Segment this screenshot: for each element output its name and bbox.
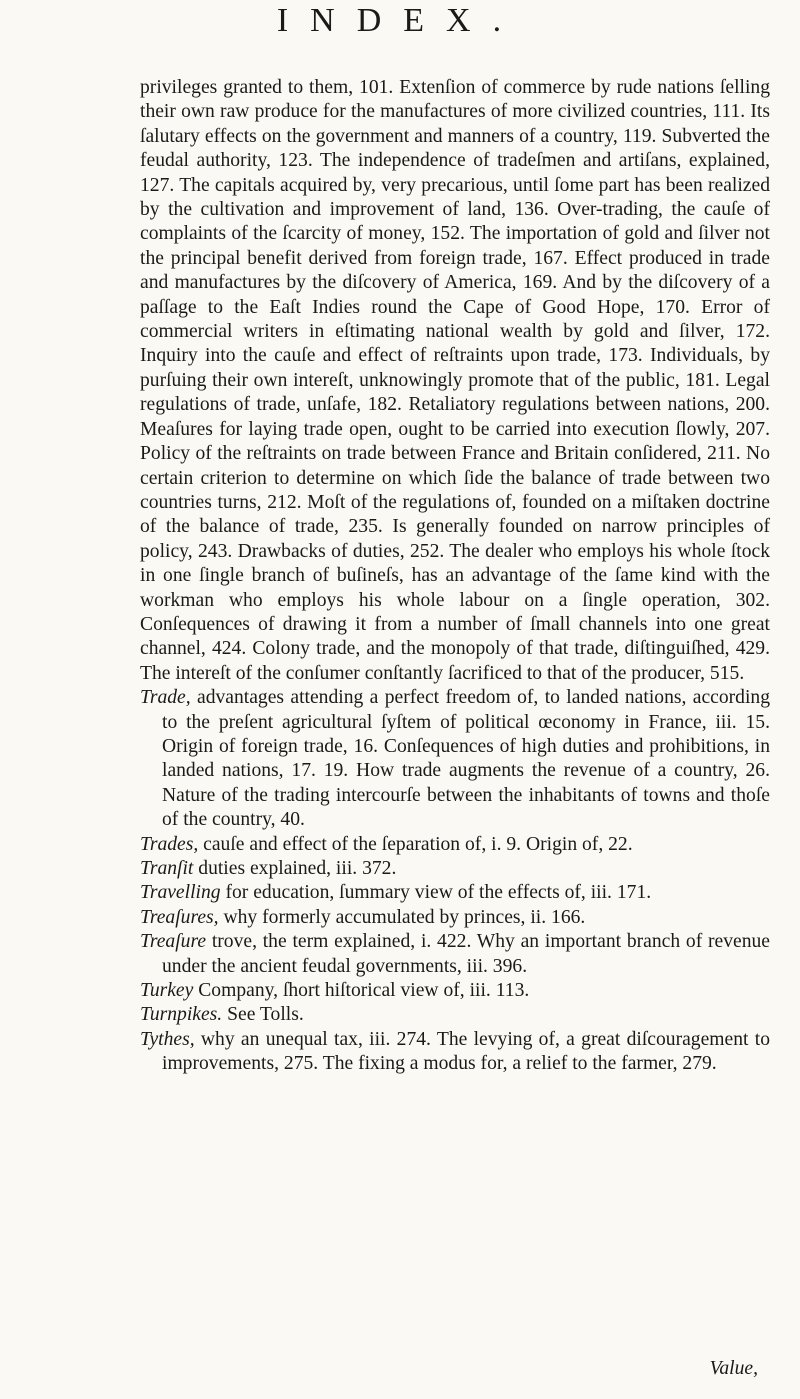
entry-term: Tythes,: [140, 1028, 195, 1050]
entry-term: Travelling: [140, 882, 221, 904]
entry-text: why formerly accumulated by princes, ii. 166.: [218, 906, 586, 928]
index-entry: [140, 833, 770, 857]
index-entry: [140, 686, 770, 832]
index-entry: [140, 1028, 770, 1077]
entry-text: Company, ſhort hiſtorical view of, iii. 113.: [193, 980, 530, 1002]
continuation-paragraph: privileges granted to them, 101. Extenſion of commerce by rude nations ſelling their own raw produce for the manufactures of more civilized countries, 111. Its ſalutary effects on the government and manners of a country, 119. Subverted the feudal authority, 123. The independence of tradeſmen and artiſans, explained, 127. The capitals acquired by, very precarious, until ſome part has been realized by the cultivation and improvement of land, 136. Over-trading, the cauſe of complaints of the ſcarcity of money, 152. The importation of gold and ſilver not the principal benefit derived from foreign trade, 167. Effect produced in trade and manufactures by the diſcovery of America, 169. And by the diſcovery of a paſſage to the Eaſt Indies round the Cape of Good Hope, 170. Error of commercial writers in eſtimating national wealth by gold and ſilver, 172. Inquiry into the cauſe and effect of reſtraints upon trade, 173. Individuals, by purſuing their own intereſt, unknowingly promote that of the public, 181. Legal regulations of trade, unſafe, 182. Retaliatory regulations between nations, 200. Meaſures for laying trade open, ought to be carried into execution ſlowly, 207. Policy of the reſtraints on trade between France and Britain conſidered, 211. No certain criterion to determine on which ſide the balance of trade between two countries turns, 212. Moſt of the regulations of, founded on a miſtaken doctrine of the balance of trade, 235. Is generally founded on narrow principles of policy, 243. Drawbacks of duties, 252. The dealer who employs his whole ſtock in one ſingle branch of buſineſs, has an advantage of the ſame kind with the workman who employs his whole labour on a ſingle operation, 302. Conſequences of drawing it from a number of ſmall channels into one great channel, 424. Colony trade, and the monopoly of that trade, diſtinguiſhed, 429. The intereſt of the conſumer conſtantly ſacrificed to that of the producer, 515.: [140, 77, 770, 684]
entry-text: advantages attending a perfect freedom of, to landed nations, according to the preſent agricultural ſyſtem of political œconomy in France, iii. 15. Origin of foreign trade, 16. Conſequences of high duties and prohibitions, in landed nations, 17. 19. How trade augments the revenue of a country, 26. Nature of the trading intercourſe between the inhabitants of towns and thoſe of the country, 40.: [162, 687, 770, 831]
entry-text: cauſe and effect of the ſeparation of, i. 9. Origin of, 22.: [198, 833, 633, 855]
index-entries: [140, 686, 770, 1077]
index-entry: [140, 979, 770, 1003]
index-body: [140, 76, 770, 1077]
index-entry: [140, 906, 770, 930]
catchword: Value,: [709, 1358, 758, 1379]
entry-text: why an unequal tax, iii. 274. The levying of, a great diſcouragement to improvements, 275. The fixing a modus for, a relief to the farmer, 279.: [162, 1028, 770, 1075]
entry-term: Trade,: [140, 687, 191, 709]
page-header: INDEX.: [276, 2, 524, 39]
entry-term: Trades,: [140, 833, 199, 855]
index-entry: [140, 1003, 770, 1027]
entry-term: Turnpikes.: [140, 1004, 223, 1026]
entry-text: duties explained, iii. 372.: [193, 858, 397, 879]
entry-text: See Tolls.: [222, 1004, 304, 1026]
entry-text: for education, ſummary view of the effects of, iii. 171.: [220, 882, 652, 904]
index-entry: [140, 930, 770, 979]
index-entry: [140, 881, 770, 905]
entry-term: Tranſit: [140, 858, 194, 879]
entry-term: Treaſures,: [140, 906, 219, 928]
index-entry: [140, 857, 770, 881]
entry-text: trove, the term explained, i. 422. Why an important branch of revenue under the ancient feudal governments, iii. 396.: [162, 931, 770, 977]
entry-term: Treaſure: [140, 931, 207, 953]
entry-term: Turkey: [140, 980, 194, 1002]
